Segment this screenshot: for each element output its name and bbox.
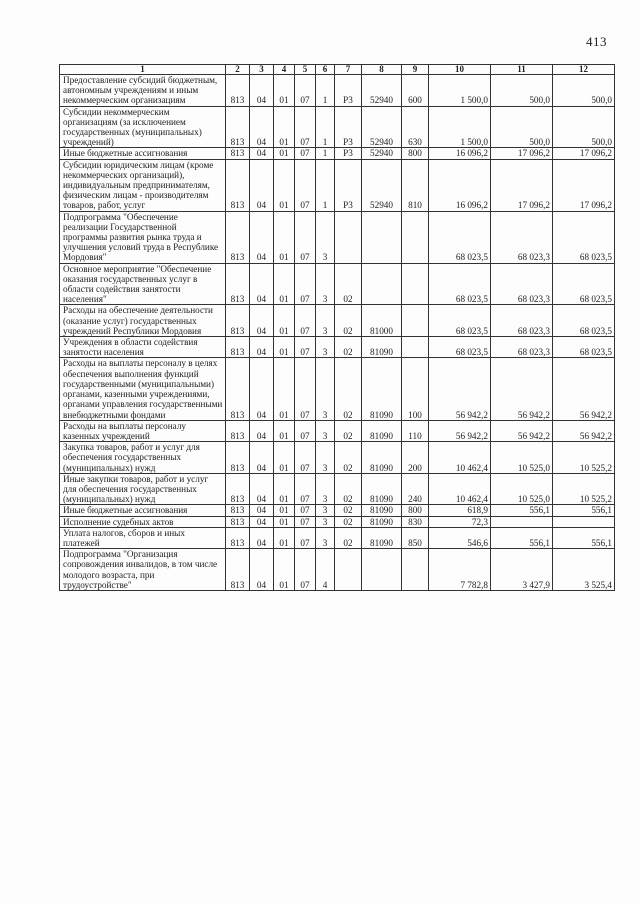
program-code: 07 [295,358,316,420]
program-code: 07 [295,159,316,211]
section-code: 04 [250,358,274,420]
program-code: 07 [295,106,316,148]
expense-direction-code: 81090 [362,420,402,441]
amount-year-3: 56 942,2 [553,420,615,441]
ministry-code: 813 [226,305,250,337]
budget-item-name: Иные бюджетные ассигнования [60,148,226,159]
subsection-code: 01 [274,358,295,420]
budget-table [59,64,615,591]
amount-year-1: 1 500,0 [429,75,491,107]
activity-code: 02 [335,263,362,305]
amount-year-3: 68 023,5 [553,305,615,337]
ministry-code: 813 [226,159,250,211]
program-code: 07 [295,420,316,441]
table-row [60,159,615,211]
expense-type-code: 810 [402,159,429,211]
subprogram-code: 3 [316,442,335,474]
expense-direction-code: 81090 [362,505,402,516]
section-code: 04 [250,527,274,548]
expense-type-code: 600 [402,75,429,107]
amount-year-2: 10 525,0 [491,442,553,474]
expense-direction-code: 81090 [362,337,402,358]
table-row [60,505,615,516]
amount-year-2: 556,1 [491,527,553,548]
program-code: 07 [295,516,316,527]
amount-year-3: 500,0 [553,75,615,107]
budget-item-name: Субсидии юридическим лицам (кроме некоммерческих организаций), индивидуальным предпринимателям, физическим лицам - производителям товаров, работ, услуг [60,159,226,211]
activity-code: 02 [335,337,362,358]
subsection-code: 01 [274,549,295,591]
subprogram-code: 3 [316,211,335,263]
activity-code: 02 [335,473,362,505]
section-code: 04 [250,75,274,107]
expense-direction-code: 81090 [362,473,402,505]
budget-item-name: Иные бюджетные ассигнования [60,505,226,516]
subprogram-code: 3 [316,305,335,337]
amount-year-1: 72,3 [429,516,491,527]
expense-type-code: 830 [402,516,429,527]
expense-type-code: 100 [402,358,429,420]
program-code: 07 [295,337,316,358]
subprogram-code: 3 [316,358,335,420]
budget-item-name: Подпрограмма "Организация сопровождения инвалидов, в том числе молодого возраста, при трудоустройстве" [60,549,226,591]
amount-year-1: 68 023,5 [429,305,491,337]
activity-code: P3 [335,159,362,211]
table-header-row [60,65,615,75]
amount-year-1: 546,6 [429,527,491,548]
page-number: 413 [586,34,607,49]
amount-year-1: 618,9 [429,505,491,516]
activity-code: 02 [335,516,362,527]
subprogram-code: 3 [316,516,335,527]
subsection-code: 01 [274,305,295,337]
program-code: 07 [295,473,316,505]
ministry-code: 813 [226,337,250,358]
budget-item-name: Расходы на выплаты персоналу в целях обеспечения выполнения функций государственными (муниципальными) органами, казенными учреждениями, органами управления государственными внебюджетными фондами [60,358,226,420]
program-code: 07 [295,505,316,516]
expense-direction-code: 81090 [362,358,402,420]
section-code: 04 [250,305,274,337]
ministry-code: 813 [226,549,250,591]
program-code: 07 [295,442,316,474]
expense-direction-code: 52940 [362,159,402,211]
amount-year-3: 17 096,2 [553,148,615,159]
amount-year-2: 10 525,0 [491,473,553,505]
amount-year-1: 16 096,2 [429,159,491,211]
table-row [60,420,615,441]
section-code: 04 [250,211,274,263]
table-row [60,148,615,159]
table-row [60,516,615,527]
subprogram-code: 3 [316,420,335,441]
subsection-code: 01 [274,473,295,505]
ministry-code: 813 [226,420,250,441]
ministry-code: 813 [226,211,250,263]
expense-type-code [402,337,429,358]
expense-type-code [402,263,429,305]
amount-year-3: 556,1 [553,527,615,548]
subsection-code: 01 [274,159,295,211]
column-header: 3 [250,65,274,75]
budget-item-name: Иные закупки товаров, работ и услуг для обеспечения государственных (муниципальных) нужд [60,473,226,505]
table-row [60,106,615,148]
amount-year-2: 500,0 [491,75,553,107]
activity-code: 02 [335,527,362,548]
activity-code: 02 [335,305,362,337]
budget-item-name: Расходы на выплаты персоналу казенных учреждений [60,420,226,441]
section-code: 04 [250,442,274,474]
column-header: 11 [491,65,553,75]
amount-year-1: 7 782,8 [429,549,491,591]
expense-type-code: 800 [402,505,429,516]
program-code: 07 [295,305,316,337]
table-row [60,527,615,548]
amount-year-3: 68 023,5 [553,211,615,263]
amount-year-3 [553,516,615,527]
activity-code [335,211,362,263]
amount-year-1: 10 462,4 [429,473,491,505]
amount-year-2: 500,0 [491,106,553,148]
column-header: 12 [553,65,615,75]
amount-year-2: 17 096,2 [491,148,553,159]
program-code: 07 [295,549,316,591]
ministry-code: 813 [226,527,250,548]
budget-item-name: Расходы на обеспечение деятельности (оказание услуг) государственных учреждений Республики Мордовия [60,305,226,337]
budget-item-name: Основное мероприятие "Обеспечение оказания государственных услуг в области содействия занятости населения" [60,263,226,305]
ministry-code: 813 [226,263,250,305]
subprogram-code: 1 [316,75,335,107]
amount-year-3: 500,0 [553,106,615,148]
table-row [60,358,615,420]
column-header: 1 [60,65,226,75]
column-header: 9 [402,65,429,75]
section-code: 04 [250,148,274,159]
amount-year-3: 10 525,2 [553,442,615,474]
subprogram-code: 3 [316,337,335,358]
subprogram-code: 3 [316,505,335,516]
budget-item-name: Учреждения в области содействия занятости населения [60,337,226,358]
ministry-code: 813 [226,442,250,474]
subsection-code: 01 [274,516,295,527]
subprogram-code: 4 [316,549,335,591]
amount-year-2: 68 023,3 [491,337,553,358]
ministry-code: 813 [226,505,250,516]
amount-year-2: 56 942,2 [491,420,553,441]
amount-year-1: 68 023,5 [429,263,491,305]
ministry-code: 813 [226,75,250,107]
column-header: 6 [316,65,335,75]
section-code: 04 [250,159,274,211]
subprogram-code: 1 [316,106,335,148]
amount-year-1: 56 942,2 [429,358,491,420]
subprogram-code: 1 [316,159,335,211]
expense-type-code [402,549,429,591]
section-code: 04 [250,549,274,591]
subprogram-code: 3 [316,263,335,305]
amount-year-3: 56 942,2 [553,358,615,420]
table-row [60,549,615,591]
amount-year-1: 68 023,5 [429,211,491,263]
table-row [60,75,615,107]
amount-year-1: 10 462,4 [429,442,491,474]
table-row [60,442,615,474]
expense-type-code: 200 [402,442,429,474]
amount-year-3: 68 023,5 [553,263,615,305]
column-header: 2 [226,65,250,75]
activity-code [335,549,362,591]
activity-code: P3 [335,75,362,107]
section-code: 04 [250,106,274,148]
expense-direction-code: 52940 [362,75,402,107]
table-body [60,65,615,591]
column-header: 7 [335,65,362,75]
program-code: 07 [295,527,316,548]
amount-year-2: 68 023,3 [491,305,553,337]
amount-year-2: 56 942,2 [491,358,553,420]
expense-type-code: 630 [402,106,429,148]
amount-year-1: 68 023,5 [429,337,491,358]
amount-year-2: 68 023,3 [491,263,553,305]
expense-type-code: 850 [402,527,429,548]
subsection-code: 01 [274,505,295,516]
amount-year-1: 16 096,2 [429,148,491,159]
table-row [60,263,615,305]
budget-item-name: Предоставление субсидий бюджетным, автономным учреждениям и иным некоммерческим организациям [60,75,226,107]
expense-direction-code [362,211,402,263]
ministry-code: 813 [226,148,250,159]
column-header: 10 [429,65,491,75]
expense-direction-code [362,263,402,305]
activity-code: 02 [335,358,362,420]
expense-type-code [402,211,429,263]
table-row [60,305,615,337]
budget-item-name: Субсидии некоммерческим организациям (за исключением государственных (муниципальных) учреждений) [60,106,226,148]
expense-type-code [402,305,429,337]
subsection-code: 01 [274,442,295,474]
expense-direction-code: 52940 [362,148,402,159]
section-code: 04 [250,337,274,358]
subsection-code: 01 [274,337,295,358]
section-code: 04 [250,473,274,505]
subprogram-code: 3 [316,527,335,548]
section-code: 04 [250,263,274,305]
activity-code: 02 [335,442,362,474]
expense-direction-code: 81090 [362,516,402,527]
amount-year-2 [491,516,553,527]
table-row [60,337,615,358]
amount-year-3: 10 525,2 [553,473,615,505]
column-header: 5 [295,65,316,75]
amount-year-2: 17 096,2 [491,159,553,211]
amount-year-2: 68 023,3 [491,211,553,263]
subprogram-code: 1 [316,148,335,159]
amount-year-1: 1 500,0 [429,106,491,148]
amount-year-3: 3 525,4 [553,549,615,591]
program-code: 07 [295,211,316,263]
ministry-code: 813 [226,516,250,527]
expense-type-code: 110 [402,420,429,441]
amount-year-2: 3 427,9 [491,549,553,591]
expense-direction-code: 81090 [362,527,402,548]
activity-code: P3 [335,148,362,159]
expense-direction-code [362,549,402,591]
column-header: 4 [274,65,295,75]
amount-year-3: 556,1 [553,505,615,516]
budget-item-name: Подпрограмма "Обеспечение реализации Государственной программы развития рынка труда и улучшения условий труда в Республике Мордовия" [60,211,226,263]
activity-code: 02 [335,420,362,441]
activity-code: 02 [335,505,362,516]
subprogram-code: 3 [316,473,335,505]
subsection-code: 01 [274,527,295,548]
table-row [60,473,615,505]
section-code: 04 [250,505,274,516]
expense-type-code: 800 [402,148,429,159]
ministry-code: 813 [226,473,250,505]
subsection-code: 01 [274,75,295,107]
expense-direction-code: 81000 [362,305,402,337]
subsection-code: 01 [274,106,295,148]
budget-item-name: Закупка товаров, работ и услуг для обеспечения государственных (муниципальных) нужд [60,442,226,474]
section-code: 04 [250,516,274,527]
subsection-code: 01 [274,211,295,263]
expense-type-code: 240 [402,473,429,505]
activity-code: P3 [335,106,362,148]
program-code: 07 [295,75,316,107]
section-code: 04 [250,420,274,441]
table-row [60,211,615,263]
ministry-code: 813 [226,106,250,148]
expense-direction-code: 52940 [362,106,402,148]
amount-year-3: 17 096,2 [553,159,615,211]
budget-item-name: Исполнение судебных актов [60,516,226,527]
amount-year-1: 56 942,2 [429,420,491,441]
ministry-code: 813 [226,358,250,420]
subsection-code: 01 [274,148,295,159]
expense-direction-code: 81090 [362,442,402,474]
column-header: 8 [362,65,402,75]
amount-year-2: 556,1 [491,505,553,516]
program-code: 07 [295,263,316,305]
budget-item-name: Уплата налогов, сборов и иных платежей [60,527,226,548]
subsection-code: 01 [274,263,295,305]
amount-year-3: 68 023,5 [553,337,615,358]
subsection-code: 01 [274,420,295,441]
program-code: 07 [295,148,316,159]
